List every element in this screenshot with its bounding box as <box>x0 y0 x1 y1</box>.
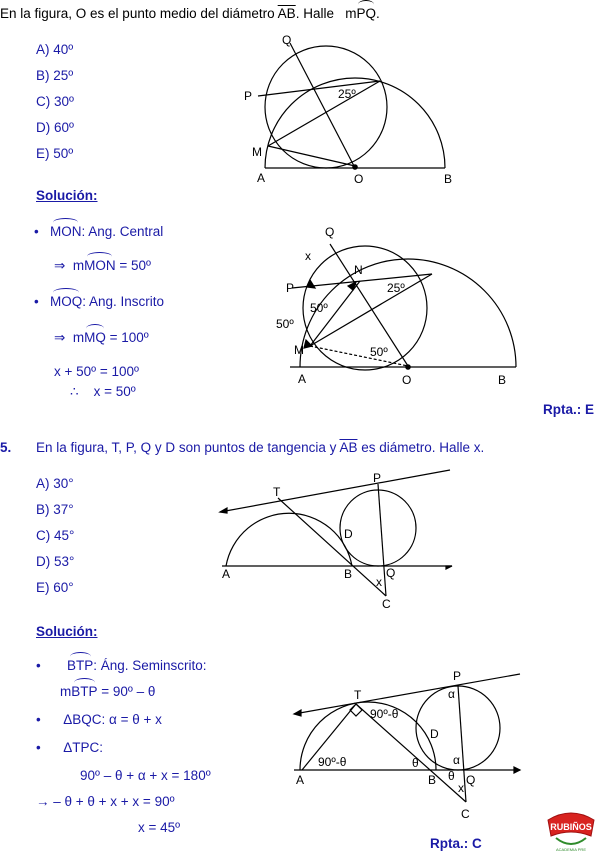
value: = 100º <box>105 330 149 345</box>
label-angle-t: 90º-θ <box>370 707 399 721</box>
implies-mon: ⇒ mMON = 50º <box>54 258 151 273</box>
option-d: D) 60º <box>36 120 74 135</box>
problem-4-statement <box>0 6 380 22</box>
logo-name: RUBIÑOS <box>550 822 592 832</box>
segment-ab: $\overline{AB}$ <box>339 440 358 455</box>
label-c: C <box>461 807 470 821</box>
tangent-line <box>294 674 520 714</box>
label-a: A <box>298 372 307 386</box>
arc-mon-2: MON <box>84 258 116 273</box>
label-alpha-1: α <box>448 687 455 701</box>
label-theta-2: θ <box>448 769 455 783</box>
bullet-btp: • BTP: Áng. Seminscrito: <box>36 658 207 673</box>
label-d: D <box>344 527 353 541</box>
label-t: T <box>354 688 362 702</box>
figure-problem-5 <box>216 466 456 610</box>
logo-swoosh <box>556 838 586 844</box>
label-50-b: 50º <box>276 317 294 331</box>
label-b: B <box>444 172 453 186</box>
label-n: N <box>354 263 363 277</box>
label-q: Q <box>282 33 292 47</box>
label-p: P <box>244 89 253 103</box>
label-p: P <box>453 669 462 683</box>
semicircle <box>226 513 352 566</box>
tangent-line <box>220 470 450 512</box>
option-c: C) 45° <box>36 528 75 543</box>
label-q: Q <box>325 225 335 239</box>
implies-mq: ⇒ mMQ = 100º <box>54 330 149 345</box>
label-x: x <box>458 781 464 795</box>
arrow-n <box>348 282 356 290</box>
arrow-left <box>220 508 227 513</box>
dashed-mo <box>310 346 408 366</box>
arrow-m <box>304 340 312 348</box>
label-x: x <box>376 575 382 589</box>
bullet-moq: • MOQ: Ang. Inscrito <box>34 294 165 309</box>
statement-end: es diámetro. Halle x. <box>361 440 485 455</box>
label-theta-1: θ <box>412 756 419 770</box>
label-50-a: 50º <box>310 301 328 315</box>
arc-btp-2: BTP <box>71 684 98 699</box>
label-p: P <box>286 281 295 295</box>
option-d: D) 53° <box>36 554 75 569</box>
equation-2: → – θ + θ + x + x = 90º <box>36 794 175 809</box>
option-e: E) 60° <box>36 580 74 595</box>
option-a: A) 30° <box>36 476 74 491</box>
bullet-btp-text: : Áng. Seminscrito: <box>93 658 207 673</box>
arrow-right <box>514 767 520 773</box>
arc-mon: MON <box>49 224 82 239</box>
option-c: C) 30º <box>36 94 74 109</box>
label-b: B <box>428 773 437 787</box>
label-a: A <box>222 567 231 581</box>
label-a: A <box>296 773 305 787</box>
arrow-right <box>446 566 452 569</box>
arc-btp: BTP <box>66 658 94 673</box>
point-o <box>353 165 357 169</box>
statement-text: En la figura, O es el punto medio del diámetro <box>0 6 275 21</box>
label-q: Q <box>466 773 476 787</box>
bullet-mon-text: : Ang. Central <box>81 224 164 239</box>
label-d: D <box>430 727 439 741</box>
label-angle-a: 90º-θ <box>318 755 347 769</box>
option-b: B) 25º <box>36 68 74 83</box>
solution-title-4: Solución: <box>36 188 98 203</box>
bullet-mon: • MON: Ang. Central <box>34 224 164 239</box>
label-p: P <box>373 471 382 485</box>
arc-moq: MOQ <box>49 294 83 309</box>
value: = 50º <box>115 258 151 273</box>
figure-solution-4 <box>270 224 520 394</box>
arrow-p <box>307 280 315 288</box>
label-50-c: 50º <box>370 345 388 359</box>
label-t: T <box>273 485 281 499</box>
segment-ab: $\overline{AB}$ <box>277 6 296 21</box>
m: m <box>72 258 85 273</box>
bullet-tpc: • ΔTPC: <box>36 740 104 755</box>
label-b: B <box>498 373 507 387</box>
segment-tc <box>278 498 386 596</box>
bullet-tpc-text: ΔTPC: <box>63 740 104 755</box>
answer-4: Rpta.: E <box>543 402 595 417</box>
equation-1: 90º – θ + α + x = 180º <box>80 768 211 783</box>
m: m <box>72 330 85 345</box>
option-a: A) 40º <box>36 42 74 57</box>
equation-2: ∴ x = 50º <box>70 384 136 399</box>
chord-p <box>258 81 380 96</box>
arrow-left <box>294 710 301 716</box>
period: . <box>375 6 380 21</box>
bullet-bqc-text: ΔBQC: α = θ + x <box>63 712 162 727</box>
halle-text: . Halle <box>295 6 334 21</box>
eq2-text: x = 50º <box>93 384 136 399</box>
equation-3: x = 45º <box>138 820 181 835</box>
equation-btp <box>60 684 155 700</box>
option-b: B) 37° <box>36 502 74 517</box>
logo-sub: ACADEMIA PRE <box>555 847 587 852</box>
option-e: E) 50º <box>36 146 74 161</box>
label-x: x <box>305 249 311 263</box>
bullet-moq-text: : Ang. Inscrito <box>82 294 165 309</box>
label-c: C <box>382 597 391 611</box>
label-m: M <box>294 343 304 357</box>
problem-5-statement <box>36 440 484 456</box>
label-o: O <box>354 172 364 186</box>
rubinos-logo <box>544 806 598 854</box>
solution-title-5: Solución: <box>36 624 98 639</box>
label-angle-25: 25º <box>338 87 356 101</box>
chord-m <box>268 81 380 146</box>
arc-mq: MQ <box>84 330 106 345</box>
chord-mo <box>268 146 355 166</box>
label-q: Q <box>386 566 396 580</box>
measure-m: m <box>345 6 357 21</box>
m: m <box>60 684 72 699</box>
value: = 90º – θ <box>97 684 156 699</box>
figure-problem-4 <box>240 28 470 188</box>
bullet-bqc: • ΔBQC: α = θ + x <box>36 712 162 727</box>
label-b: B <box>344 567 353 581</box>
label-25: 25º <box>387 281 405 295</box>
label-m: M <box>252 145 262 159</box>
label-o: O <box>402 373 412 387</box>
answer-5: Rpta.: C <box>430 836 482 851</box>
label-alpha-2: α <box>453 753 460 767</box>
problem-5-number: 5. <box>0 440 12 455</box>
statement-text: En la figura, T, P, Q y D son puntos de tangencia y <box>36 440 337 455</box>
chord-qo <box>290 43 354 166</box>
equation-1: x + 50º = 100º <box>54 364 139 379</box>
point-o <box>406 365 410 369</box>
figure-solution-5 <box>290 666 522 822</box>
label-a: A <box>257 171 266 185</box>
arc-pq: PQ <box>356 6 376 21</box>
